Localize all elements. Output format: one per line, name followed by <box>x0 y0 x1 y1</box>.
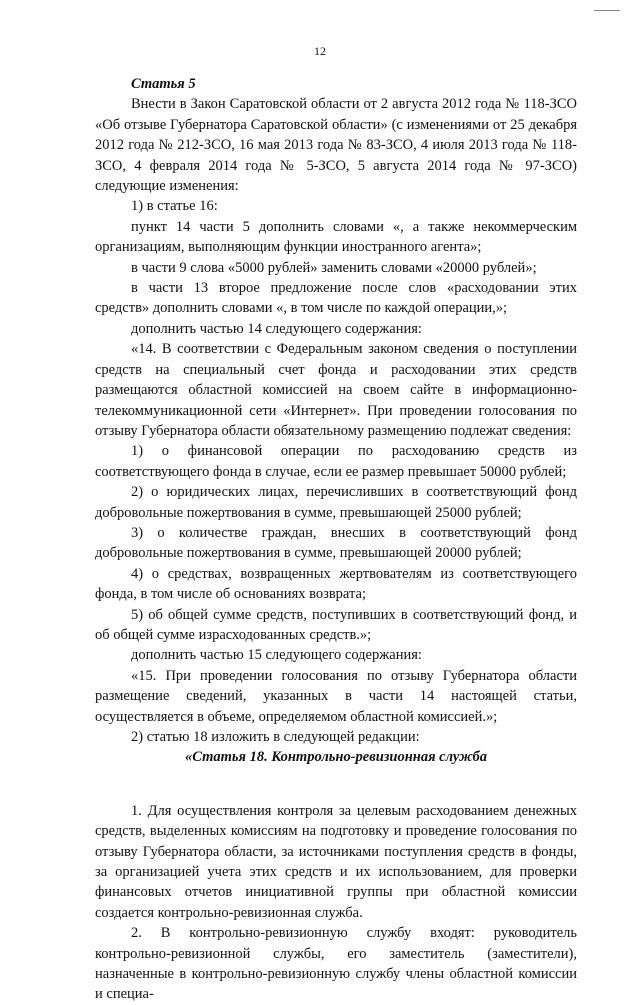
paragraph: Внести в Закон Саратовской области от 2 августа 2012 года № 118-ЗСО «Об отзыве Губернатора Саратовской области» (с изменениями от 25 декабря 2012 года № 212-ЗСО, 16 мая 2013 года № 83-ЗСО, 4 июля 2013 года № 118-ЗСО, 4 февраля 2014 года № 5-ЗСО, 5 августа 2014 года № 97-ЗСО) следующие изменения: <box>95 96 577 195</box>
paragraph: 1. Для осуществления контроля за целевым расходованием денежных средств, выделенных комиссиям на подготовку и проведение голосования по отзыву Губернатора области, за источниками поступления средств в фонды, за организацией учета этих средств и их использованием, для проверки финансовых отчетов инициативной группы при областной комиссии создается контрольно-ревизионная служба. <box>95 802 577 921</box>
paragraph: дополнить частью 14 следующего содержания: <box>131 320 422 337</box>
article-5-title: Статья 5 <box>131 76 196 92</box>
paragraph: 1) о финансовой операции по расходованию средств из соответствующего фонда в случае, если ее размер превышает 50000 рублей; <box>95 443 577 480</box>
page-number: 12 <box>314 44 326 58</box>
paragraph: 2) о юридических лицах, перечисливших в соответствующий фонд добровольные пожертвования в сумме, превышающей 25000 рублей; <box>95 484 577 521</box>
paragraph: пункт 14 части 5 дополнить словами «, а также некоммерческим организациям, выполняющим функции иностранного агента»; <box>95 218 577 256</box>
article-18-title: «Статья 18. Контрольно-ревизионная служба <box>184 749 488 766</box>
paragraph: 2) статью 18 изложить в следующей редакции: <box>131 729 420 745</box>
paragraph: 4) о средствах, возвращенных жертвователям из соответствующего фонда, в том числе об основаниях возврата; <box>95 565 577 603</box>
paragraph: дополнить частью 15 следующего содержания: <box>131 647 422 664</box>
paragraph: «14. В соответствии с Федеральным законом сведения о поступлении средств на специальный счет фонда и расходовании этих средств размещаются областной комиссией на своем сайте в информационно-телекоммуникационной сети «Интернет». При проведении голосования по отзыву Губернатора области обязательному размещению подлежат сведения: <box>95 341 577 439</box>
paragraph: «15. При проведении голосования по отзыву Губернатора области размещение сведений, указанных в части 14 настоящей статьи, осуществляется в объеме, определяемом областной комиссией.»; <box>95 667 577 725</box>
paragraph: 3) о количестве граждан, внесших в соответствующий фонд добровольные пожертвования в сумме, превышающей 20000 рублей; <box>95 524 577 562</box>
paragraph: 5) об общей сумме средств, поступивших в соответствующий фонд, и об общей сумме израсходованных средств.»; <box>95 606 577 643</box>
paragraph: 1) в статье 16: <box>131 198 218 215</box>
paragraph: в части 13 второе предложение после слов «расходовании этих средств» дополнить словами «, в том числе по каждой операции,»; <box>95 280 577 317</box>
corner-mark <box>594 10 620 11</box>
paragraph: 2. В контрольно-ревизионную службу входят: руководитель контрольно-ревизионной службы, его заместитель (заместители), назначенные в контрольно-ревизионную службу члены областной комиссии и специа- <box>95 925 577 1003</box>
document-body <box>95 74 577 1005</box>
paragraph: в части 9 слова «5000 рублей» заменить словами «20000 рублей»; <box>131 259 537 276</box>
